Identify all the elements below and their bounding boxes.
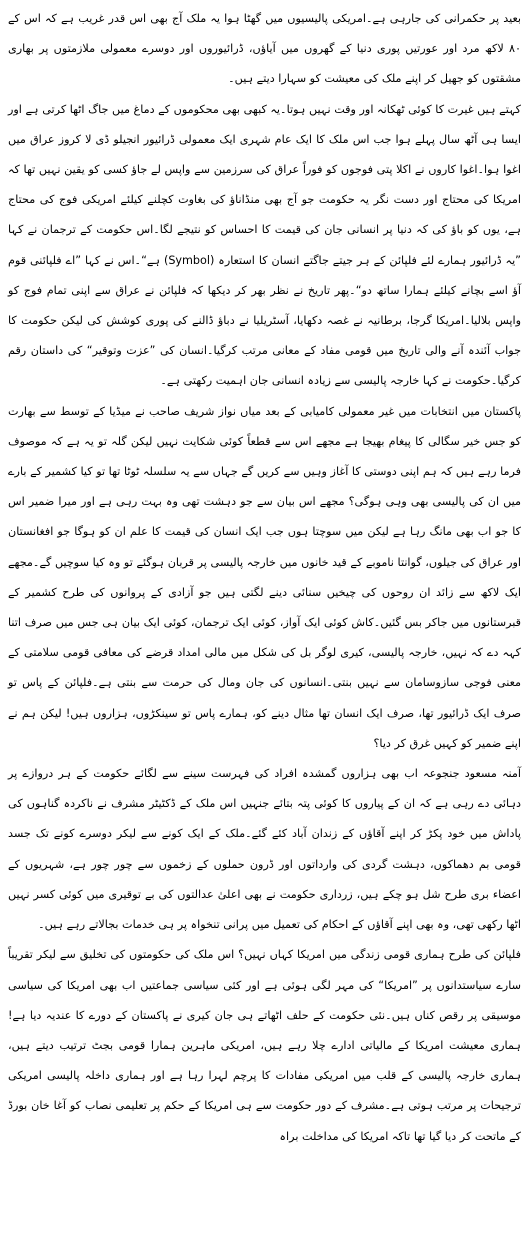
article-paragraph-3: پاکستان میں انتخابات میں غیر معمولی کامیابی کے بعد میاں نواز شریف صاحب نے میڈیا کے توسط سے بھارت کو جس خیر سگالی کا پیغام بھیجا ہے مجھے اس سے قطعاً کوئی شکایت نہیں لیکن گلہ تو یہ ہے کہ موصوف فرما رہے ہیں کہ ہم اپنی دوستی کا آغاز وہیں سے کریں گے جہاں سے یہ سلسلہ ٹوٹا تھا تو کیا کشمیر کے بارے میں ان کی پالیسی بھی وہی ہوگی؟ مجھے اس بیان سے جو دہشت تھی وہ بہت رہی ہے اور میرا ضمیر اس کا جو اب بھی مانگ رہا ہے لیکن میں سوچتا ہوں جب ایک انسان کی قیمت کا علم ان کو ہوگا جو افغانستان اور عراق کی جیلوں، گوانتا ناموبے کے قید خانوں میں خارجہ پالیسی پر قربان ہوگئے تو وہ کیا سوچیں گے۔مجھے ایک لاکھ سے زائد ان روحوں کی چیخیں سنائی دینے لگتی ہیں جو آزادی کے پروانوں کی طرح کشمیر کے قبرستانوں میں جاکر بس گئیں۔کاش کوئی ایک آواز، کوئی ایک ترجمان، کوئی ایک بیان ہی جس میں صرف اتنا کہہ دے کہ نہیں، خارجہ پالیسی، کیری لوگر بل کی شکل میں مالی امداد قرضے کی معافی قومی سلامتی کے معنی فوجی سازوسامان سے نہیں بنتی۔انسانوں کی جان ومال کی حرمت سے بنتی ہے۔فلپائن کے پاس تو صرف ایک ڈرائیور تھا، صرف ایک انسان تھا مثال دینے کو، ہمارے پاس تو سینکڑوں، ہزاروں ہیں! لیکن ہم نے اپنے ضمیر کو کہیں غرق کر دیا؟ — [8, 404, 521, 750]
article-paragraph-1: بعید پر حکمرانی کی جارہی ہے۔امریکی پالیسیوں میں گھٹا ہوا یہ ملک آج بھی اس قدر غریب ہے کہ اس کے ۸۰ لاکھ مرد اور عورتیں پوری دنیا کے گھروں میں آیاؤں، ڈرائیوروں اور دوسرے معمولی ملازمتوں پر بھاری مشقتوں کو جھیل کر اپنے ملک کی معیشت کو سہارا دیتے ہیں۔ — [8, 12, 521, 86]
article-paragraph-2: کہتے ہیں غیرت کا کوئی ٹھکانہ اور وقت نہیں ہوتا۔یہ کبھی بھی محکوموں کے دماغ میں جاگ اٹھا کرتی ہے اور ایسا ہی آٹھ سال پہلے ہوا جب اس ملک کا ایک عام شہری ایک معمولی ڈرائیور انجیلو ڈی لا کروز عراق میں اغوا ہوا۔اغوا کاروں نے اکلا پتی فوجوں کو فوراً عراق کی سرزمین سے واپس لے جاؤ کسی کو یقین نہیں تھا کہ امریکا کی محتاج اور دست نگر یہ حکومت جو آج بھی منڈاناؤ کی بغاوت کچلنے کیلئے امریکی فوج کی محتاج ہے، یوں کو باؤ کی کہ دنیا پر انسانی جان کی قیمت کا احساس کو نتیجے لگا۔اس حکومت کے ترجمان نے کہا ”یہ ڈرائیور ہمارے لئے فلپائن کے ہر جیتے جاگتے انسان کا استعارہ (Symbol) ہے“۔اس نے کہا ”اے فلپائنی قوم آؤ اسے بچانے کیلئے ہمارا ساتھ دو“۔پھر تاریخ نے نظر بھر کر دیکھا کہ فلپائن نے عراق سے اپنی تمام فوج کو واپس بلالیا۔امریکا گرجا، برطانیہ نے غصہ دکھایا، آسٹریلیا نے دباؤ ڈالنے کی پوری کوشش کی لیکن حکومت کا جواب آئندہ آنے والی تاریخ میں قومی مفاد کے معانی مرتب کرگیا۔انسان کی ”عزت وتوقیر“ کی داستان رقم کرگیا۔حکومت نے کہا خارجہ پالیسی سے زیادہ انسانی جان اہمیت رکھتی ہے۔ — [8, 102, 521, 388]
article-paragraph-4: آمنہ مسعود جنجوعہ اب بھی ہزاروں گمشدہ افراد کی فہرست سینے سے لگائے حکومت کے ہر دروازے پر دہائی دے رہی ہے کہ ان کے پیاروں کا کوئی پتہ بتائے جنہیں اس ملک کے ڈکٹیٹر مشرف نے ناکردہ گناہوں کی پاداش میں خود پکڑ کر اپنے آقاؤں کے زندان آباد کئے گئے۔ملک کے ایک کونے سے لیکر دوسرے کونے تک جسد قومی بم دھماکوں، دہشت گردی کی وارداتوں اور ڈرون حملوں کے زخموں سے چور چور ہے، شہریوں کے اعضاء بری طرح شل ہو چکے ہیں، زرداری حکومت نے بھی اعلیٰ عدالتوں کی بے توقیری میں کوئی کسر نہیں اٹھا رکھی تھی، وہ بھی اپنے آقاؤں کے احکام کی تعمیل میں پرانی تنخواہ پر ہی خدمات بجالاتے رہے ہیں۔ — [8, 767, 521, 932]
article-paragraph-5: فلپائن کی طرح ہماری قومی زندگی میں امریکا کہاں نہیں؟ اس ملک کی حکومتوں کی تخلیق سے لیکر تقریباً سارے سیاستدانوں پر ”امریکا“ کی مہر لگی ہوئی ہے اور کئی سیاسی جماعتیں اب بھی امریکا کی سیاسی موسیقی پر رقص کناں ہیں۔نئی حکومت کے حلف اٹھاتے ہی جان کیری نے پاکستان کے دورے کا عندیہ دیا ہے! ہماری معیشت امریکا کے مالیاتی ادارے چلا رہے ہیں، امریکی ماہرین ہمارا قومی بجٹ ترتیب دیتے ہیں، ہماری خارجہ پالیسی کے قلب میں امریکی مفادات کا پرچم لہرا رہا ہے اور ہماری داخلہ پالیسی امریکی ترجیحات پر مرتب ہوتی ہے۔مشرف کے دور حکومت سے ہی امریکا کے حکم پر تعلیمی نصاب کو آغا خان بورڈ کے ماتحت کر دیا گیا تھا تاکہ امریکا کی مداخلت براہ — [8, 948, 521, 1143]
